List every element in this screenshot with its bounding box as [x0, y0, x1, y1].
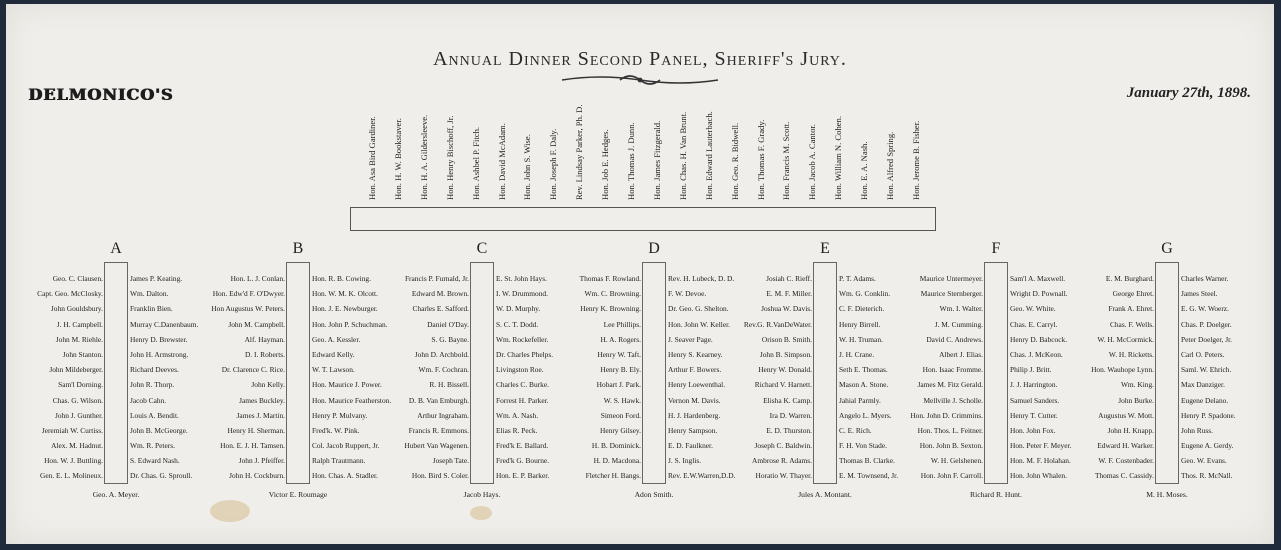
juror-name: Thomas F. Rowland.: [579, 274, 641, 283]
juror-name: Wm. F. Cochran.: [418, 365, 469, 375]
juror-name: Chas. G. Wilson.: [52, 395, 103, 405]
juror-name: John J. Gunther.: [54, 410, 103, 420]
ballot-name-label: Hon. John S. Wise.: [522, 134, 533, 200]
panel-letter: G: [1161, 240, 1173, 257]
juror-name: Henry P. Spadone.: [1181, 410, 1236, 420]
juror-name: Orison B. Smith.: [761, 334, 812, 344]
panel-left-column: [211, 271, 285, 484]
page-title: Annual Dinner Second Panel, Sheriff's Jury.: [433, 48, 847, 70]
juror-name: Hon. John B. Sexton.: [919, 441, 983, 451]
juror-name: John B. McGeorge.: [130, 425, 188, 435]
juror-name: Dr. Chas. G. Sproull.: [130, 471, 193, 481]
panel-letter: C: [476, 240, 488, 257]
juror-name: Henry Loewenthal.: [668, 380, 726, 390]
ballot-name-label: Hon. James Fitzgerald.: [651, 120, 662, 200]
ballot-name-label: Hon. Henry Bischoff, Jr.: [444, 115, 455, 200]
juror-name: Fletcher H. Bangs.: [585, 471, 641, 481]
panel-left-column: [37, 271, 103, 484]
juror-name: Wm. R. Peters.: [130, 441, 175, 451]
juror-name: Francis P. Furnald, Jr.: [404, 274, 469, 283]
juror-name: J. J. Harrington.: [1010, 380, 1058, 390]
panel-letter: A: [110, 240, 122, 257]
juror-name: Chas. J. McKeon.: [1010, 349, 1063, 359]
juror-name: Albert J. Elias.: [939, 349, 983, 359]
ballot-name-label: Hon. Asa Bird Gardiner.: [367, 116, 377, 200]
juror-name: Eugene Delano.: [1181, 395, 1229, 405]
juror-name: Henry W. Donald.: [758, 365, 812, 375]
juror-name: John Stanton.: [62, 349, 103, 359]
juror-name: H. D. Macdona.: [593, 456, 641, 466]
paper-stain: [470, 506, 492, 520]
juror-name: Maurice Sternberger.: [920, 289, 983, 299]
juror-name: Dr. Geo. G. Shelton.: [668, 304, 729, 314]
ballot-name-label: Hon. Alfred Spring.: [885, 131, 895, 200]
juror-name: Lee Phillips.: [603, 319, 641, 329]
juror-name: James Buckley.: [239, 395, 285, 405]
panel-right-column: [839, 271, 898, 484]
juror-name: Richard V. Harnett.: [754, 380, 812, 390]
juror-name: Wm. A. Nash.: [496, 410, 539, 420]
juror-name: Hobart J. Park.: [596, 380, 641, 390]
juror-name: Wright D. Pownall.: [1010, 289, 1068, 299]
juror-name: Ambrose R. Adams.: [752, 456, 812, 466]
juror-name: John R. Thorp.: [130, 380, 175, 390]
juror-name: Mellville J. Scholle.: [923, 395, 983, 405]
juror-name: Carl O. Peters.: [1181, 349, 1225, 359]
juror-name: John H. Knapp.: [1107, 425, 1154, 435]
juror-name: P. T. Adams.: [839, 274, 876, 283]
juror-name: John Russ.: [1181, 425, 1214, 435]
juror-name: Livingston Roe.: [496, 365, 544, 375]
panel-ballot-slot: [642, 262, 666, 484]
juror-name: Hon. J. E. Newburger.: [312, 304, 378, 314]
juror-name: E. M. Townsend, Jr.: [839, 471, 899, 481]
juror-name: J. M. Cumming.: [934, 319, 983, 329]
ballot-name-label: Hon. H. W. Bookstaver.: [392, 118, 403, 200]
juror-name: Hon. John Fox.: [1010, 425, 1056, 435]
juror-name: Augustus W. Mott.: [1098, 410, 1154, 420]
juror-name: John Kelly.: [251, 380, 285, 390]
juror-name: Francis R. Emmons.: [408, 425, 469, 435]
panel-left-column: [744, 271, 812, 484]
juror-name: Maurice Untermeyer.: [919, 274, 983, 283]
juror-name: Geo. C. Clausen.: [52, 274, 103, 283]
panel-right-column: [1181, 271, 1236, 484]
juror-name: Joseph Tate.: [432, 456, 469, 466]
juror-name: Hon. Thos. L. Feitner.: [917, 425, 983, 435]
juror-name: W. H. Truman.: [839, 334, 883, 344]
juror-name: Thos. R. McNall.: [1181, 471, 1233, 481]
ballot-name-label: Hon. David McAdam.: [496, 123, 507, 200]
panel-right-column: [130, 271, 198, 484]
juror-name: Col. Jacob Ruppert, Jr.: [312, 441, 380, 451]
panel-ballot-slot: [104, 262, 128, 484]
juror-name: Henry S. Kearney.: [668, 349, 723, 359]
panel-ballot-slot: [813, 262, 837, 484]
juror-name: Charles E. Safford.: [412, 304, 469, 314]
juror-name: Hon. E. P. Barker.: [496, 471, 550, 481]
juror-name: Thomas C. Cassidy.: [1094, 471, 1154, 481]
juror-name: Forrest H. Parker.: [496, 395, 549, 405]
juror-name: W. H. Gelshenen.: [930, 456, 983, 466]
juror-name: Joshua W. Davis.: [761, 304, 812, 314]
juror-name: W. F. Costenbader.: [1098, 456, 1154, 466]
juror-name: Richard Deeves.: [130, 365, 179, 375]
juror-name: Hon. Bird S. Coler.: [411, 471, 469, 481]
juror-name: Philip J. Britt.: [1010, 365, 1052, 375]
juror-name: John M. Campbell.: [228, 319, 285, 329]
panel-left-column: [404, 271, 469, 484]
juror-name: Hon. W. M. K. Olcott.: [312, 289, 378, 299]
juror-name: W. D. Murphy.: [496, 304, 541, 314]
juror-name: John J. Pfeiffer.: [238, 456, 285, 466]
ballot-name-label: Hon. Jacob A. Cantor.: [807, 124, 818, 200]
juror-name: Hon. John D. Crimmins.: [910, 410, 983, 420]
juror-name: Sam'l A. Maxwell.: [1010, 274, 1066, 283]
juror-name: Edward Kelly.: [312, 349, 355, 359]
juror-name: C. E. Rich.: [839, 425, 872, 435]
juror-name: Hon. R. B. Cowing.: [312, 274, 371, 283]
ballot-name-label: Hon. Thomas F. Grady.: [755, 119, 766, 200]
juror-name: E. G. W. Woerz.: [1181, 304, 1229, 314]
juror-name: Fred'k. W. Pink.: [312, 425, 360, 435]
juror-name: Rev. E.W.Warren,D.D.: [668, 471, 736, 481]
juror-name: Charles C. Burke.: [496, 380, 549, 390]
juror-name: Geo. W. Evans.: [1181, 456, 1227, 466]
juror-name: Sam'l Dorning.: [58, 380, 103, 390]
juror-name: James M. Fitz Gerald.: [917, 380, 983, 390]
juror-name: H. B. Dominick.: [591, 441, 641, 451]
juror-name: Hon. John W. Keller.: [668, 319, 730, 329]
juror-name: Fred'k G. Bourne.: [496, 456, 550, 466]
juror-name: James J. Martin.: [236, 410, 285, 420]
juror-name: Henry D. Brewster.: [130, 334, 188, 344]
juror-name: E. D. Faulkner.: [668, 441, 713, 451]
juror-name: Wm. I. Walter.: [939, 304, 983, 314]
ballot-box: [350, 207, 936, 231]
panel-letter: E: [820, 240, 830, 257]
juror-name: Hon. E. J. H. Tamsen.: [220, 441, 285, 451]
juror-name: Wm. Rockefeller.: [496, 334, 549, 344]
panel-foreman: Jacob Hays.: [463, 490, 501, 499]
juror-name: John Gouldsbury.: [50, 304, 103, 314]
juror-name: E. M. F. Miller.: [766, 289, 812, 299]
juror-name: Rev.G. R.VanDeWater.: [743, 319, 812, 329]
juror-name: Wm. C. Browning.: [584, 289, 641, 299]
juror-name: Henry B. Ely.: [600, 365, 641, 375]
panel-left-column: [1091, 271, 1154, 484]
juror-name: Thomas B. Clarke.: [839, 456, 895, 466]
juror-name: James P. Keating.: [130, 274, 183, 283]
juror-name: F. W. Devoe.: [668, 289, 707, 299]
juror-name: Chas. E. Carryl.: [1010, 319, 1058, 329]
juror-name: Hon. M. F. Holahan.: [1010, 456, 1071, 466]
juror-name: E. M. Burghard.: [1105, 274, 1154, 283]
panel-ballot-slot: [470, 262, 494, 484]
juror-name: Henry W. Taft.: [597, 349, 641, 359]
juror-name: Rev. H. Lubeck, D. D.: [668, 274, 735, 283]
juror-name: Geo. A. Kessler.: [312, 334, 361, 344]
panel-right-column: [496, 271, 553, 484]
panel-letter: D: [648, 240, 660, 257]
juror-name: Samuel Sanders.: [1010, 395, 1060, 405]
juror-name: Hon. John Whalen.: [1010, 471, 1067, 481]
juror-name: Hon. John P. Schuchman.: [312, 319, 388, 329]
juror-name: J. H. Campbell.: [56, 319, 103, 329]
juror-name: Chas. F. Wells.: [1109, 319, 1154, 329]
ballot-name-label: Hon. Chas. H. Van Brunt.: [677, 111, 688, 200]
juror-name: J. H. Crane.: [839, 349, 875, 359]
juror-name: Hon. W. J. Buttling.: [44, 456, 103, 466]
ballot-name-label: Hon. Ashbel P. Fitch.: [470, 126, 481, 200]
juror-name: E. St. John Hays.: [496, 274, 547, 283]
juror-name: C. F. Dieterich.: [839, 304, 885, 314]
juror-name: Wm. G. Conklin.: [839, 289, 891, 299]
juror-name: E. D. Thurston.: [766, 425, 812, 435]
ballot-name-label: Hon. Edward Lauterbach.: [703, 111, 714, 200]
flourish-ornament-icon: [560, 72, 720, 88]
panel-foreman: Geo. A. Meyer.: [92, 490, 140, 499]
juror-name: Henry Birrell.: [839, 319, 881, 329]
panel-left-column: [580, 271, 641, 484]
juror-name: Jacob Cahn.: [130, 395, 167, 405]
juror-name: H. J. Hardenberg.: [668, 410, 721, 420]
panel-ballot-slot: [984, 262, 1008, 484]
ballot-name-label: Rev. Lindsay Parker, Ph. D.: [574, 104, 585, 200]
juror-name: W. H. McCormick.: [1097, 334, 1154, 344]
juror-name: Hon. Maurice J. Power.: [312, 380, 382, 390]
juror-name: Henry P. Mulvany.: [312, 410, 368, 420]
juror-name: J. Seaver Page.: [668, 334, 713, 344]
juror-name: Alex. M. Hadnut.: [51, 441, 103, 451]
juror-name: Wm. King.: [1120, 380, 1154, 390]
juror-name: Arthur Ingraham.: [417, 410, 469, 420]
juror-name: Arthur F. Bowers.: [668, 365, 722, 375]
juror-name: Murray C.Danenbaum.: [130, 319, 199, 329]
juror-name: Ira D. Warren.: [769, 410, 812, 420]
ballot-name-label: Hon. H. A. Gildersleeve.: [418, 114, 429, 200]
juror-name: Hon. Edw'd F. O'Dwyer.: [212, 289, 285, 299]
ballot-name-label: Hon. Joseph F. Daly.: [548, 128, 559, 200]
juror-name: James Steel.: [1181, 289, 1218, 299]
juror-name: Elias R. Peck.: [496, 425, 538, 435]
juror-name: John D. Archbold.: [414, 349, 469, 359]
juror-name: Hon. John F. Carroll.: [920, 471, 983, 481]
juror-name: Jeremiah W. Curtiss.: [41, 425, 103, 435]
panel-right-column: [1010, 271, 1071, 484]
juror-name: Capt. Geo. McClosky.: [37, 289, 103, 299]
juror-name: Henry Gilsey.: [600, 425, 641, 435]
juror-name: Henry Sampson.: [668, 425, 718, 435]
juror-name: Henry T. Cutter.: [1010, 410, 1058, 420]
juror-name: Edward H. Warker.: [1097, 441, 1154, 451]
ballot-name-label: Hon. E. A. Nash.: [859, 141, 870, 200]
juror-name: Hon Augustus W. Peters.: [211, 304, 285, 314]
juror-name: Simeon Ford.: [600, 410, 641, 420]
juror-name: Eugene A. Gerdy.: [1181, 441, 1234, 451]
panel-foreman: M. H. Moses.: [1146, 490, 1188, 499]
juror-name: R. H. Bissell.: [429, 380, 469, 390]
juror-name: David C. Andrews.: [926, 334, 983, 344]
juror-name: W. S. Hawk.: [603, 395, 641, 405]
juror-name: Frank A. Ehret.: [1108, 304, 1154, 314]
panel-foreman: Victor E. Roumage: [268, 490, 328, 499]
juror-name: S. G. Bayne.: [431, 334, 469, 344]
juror-name: George Ehret.: [1112, 289, 1154, 299]
juror-name: Wm. Dalton.: [130, 289, 169, 299]
juror-name: Peter Doelger, Jr.: [1181, 334, 1233, 344]
juror-name: Hon. Maurice Featherston.: [312, 395, 392, 405]
juror-name: D. I. Roberts.: [244, 349, 285, 359]
juror-name: Hon. Wauhope Lynn.: [1091, 365, 1154, 375]
juror-name: Joseph C. Baldwin.: [754, 441, 812, 451]
juror-name: John B. Simpson.: [759, 349, 812, 359]
juror-name: Vernon M. Davis.: [668, 395, 721, 405]
ballot-name-label: Hon. Thomas J. Dunn.: [626, 122, 636, 200]
juror-name: Chas. P. Doelger.: [1181, 319, 1232, 329]
paper-stain: [210, 500, 250, 522]
juror-name: Henry K. Browning.: [580, 304, 641, 314]
juror-name: Jahial Parmly.: [839, 395, 881, 405]
juror-name: Elisha K. Camp.: [763, 395, 812, 405]
juror-name: Angelo L. Myers.: [839, 410, 892, 420]
juror-name: Henry D. Babcock.: [1010, 334, 1068, 344]
juror-name: Saml. W. Ehrich.: [1181, 365, 1232, 375]
juror-name: Geo. W. White.: [1010, 304, 1056, 314]
juror-name: John Mildeberger.: [49, 365, 103, 375]
juror-name: W. T. Lawson.: [312, 365, 355, 375]
panel-foreman: Adon Smith.: [634, 490, 674, 499]
juror-name: Franklin Bien.: [130, 304, 173, 314]
juror-name: I. W. Drummond.: [496, 289, 548, 299]
juror-name: H. A. Rogers.: [600, 334, 641, 344]
juror-name: S. Edward Nash.: [130, 456, 180, 466]
event-date: January 27th, 1898.: [1126, 85, 1251, 101]
panel-foreman: Richard R. Hunt.: [970, 490, 1022, 499]
panel-right-column: [312, 271, 391, 484]
juror-name: S. C. T. Dodd.: [496, 319, 539, 329]
juror-name: Dr. Clarence C. Rice.: [221, 365, 285, 375]
juror-name: Charles Warner.: [1181, 274, 1229, 283]
juror-name: W. H. Ricketts.: [1108, 349, 1154, 359]
panel-letter: F: [991, 240, 1001, 257]
juror-name: Horatio W. Thayer.: [755, 471, 812, 481]
juror-name: Fred'k E. Ballard.: [496, 441, 549, 451]
ballot-name-label: Hon. Geo. R. Bidwell.: [729, 122, 740, 200]
juror-name: Edward M. Brown.: [411, 289, 469, 299]
juror-name: Hon. Peter F. Meyer.: [1010, 441, 1072, 451]
juror-name: Hon. Isaac Fromme.: [922, 365, 983, 375]
juror-name: Josiah C. Rieff.: [766, 274, 812, 283]
juror-name: Hubert Van Wagenen.: [404, 441, 469, 451]
delmonicos-logo: DELMONICO'S: [28, 85, 174, 104]
juror-name: Henry H. Sherman.: [227, 425, 285, 435]
juror-name: Hon. Chas. A. Stadler.: [312, 471, 378, 481]
juror-name: John M. Riehle.: [55, 334, 103, 344]
panel-letter: B: [292, 240, 304, 257]
panel-ballot-slot: [286, 262, 310, 484]
juror-name: Max Danziger.: [1181, 380, 1225, 390]
juror-name: Hon. L. J. Conlan.: [230, 274, 285, 283]
juror-name: Gen. E. L. Molineux.: [39, 471, 103, 481]
ballot-name-label: Hon. Francis M. Scott.: [781, 121, 792, 200]
juror-name: John Burke.: [1118, 395, 1154, 405]
juror-name: Daniel O'Day.: [427, 319, 469, 329]
juror-name: Alf. Hayman.: [244, 334, 285, 344]
juror-name: John H. Cockburn.: [229, 471, 285, 481]
juror-name: Louis A. Bendit.: [130, 410, 179, 420]
juror-name: John H. Armstrong.: [130, 349, 189, 359]
juror-name: Seth E. Thomas.: [839, 365, 888, 375]
juror-name: D. B. Van Emburgh.: [408, 395, 469, 405]
juror-name: J. S. Inglis.: [668, 456, 702, 466]
ballot-name-label: Hon. William N. Cohen.: [833, 116, 844, 200]
panel-foreman: Jules A. Montant.: [798, 490, 852, 499]
juror-name: Mason A. Stone.: [839, 380, 889, 390]
juror-name: Dr. Charles Phelps.: [496, 349, 554, 359]
juror-name: F. H. Von Stade.: [839, 441, 888, 451]
panel-left-column: [910, 271, 983, 484]
ballot-name-label: Hon. Job E. Hedges.: [600, 129, 611, 200]
panel-right-column: [668, 271, 735, 484]
ballot-name-label: Hon. Jerome B. Fisher.: [910, 120, 921, 200]
juror-name: Ralph Trautmann.: [312, 456, 366, 466]
panel-ballot-slot: [1155, 262, 1179, 484]
